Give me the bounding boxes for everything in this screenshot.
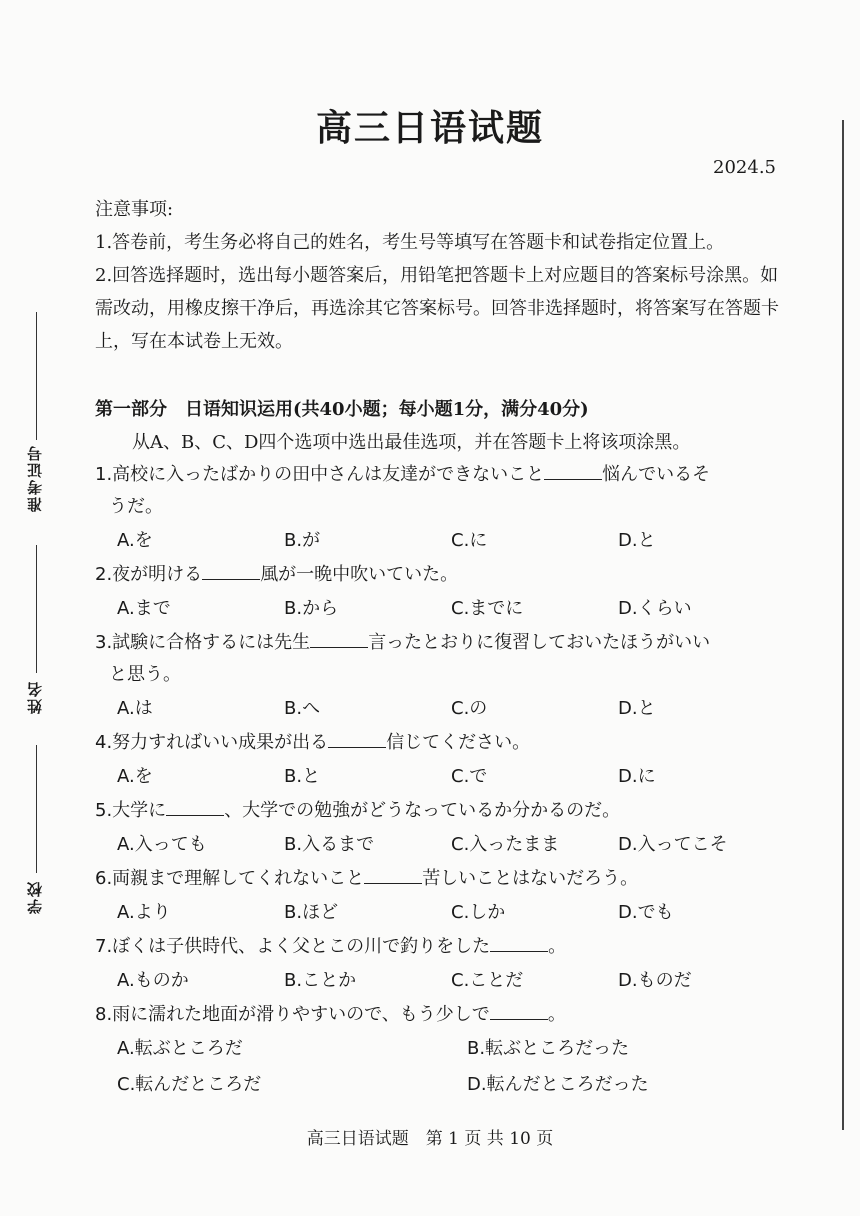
notice-block: [95, 193, 785, 358]
options-row: [95, 759, 785, 795]
option-a: A.転ぶところだ: [117, 1038, 243, 1059]
option-c: C.ことだ: [451, 970, 524, 991]
options-row: [95, 591, 785, 627]
options-row: [95, 827, 785, 863]
option-a: A.入っても: [117, 834, 207, 855]
name-line: [36, 545, 37, 673]
school-line: [36, 745, 37, 873]
option-b: B.へ: [284, 698, 321, 719]
answer-blank: [490, 933, 548, 952]
school-label: 学校: [26, 880, 44, 914]
options-row: [95, 523, 785, 559]
answer-blank: [202, 561, 260, 580]
options-grid: [95, 1031, 785, 1103]
option-a: A.ものか: [117, 970, 189, 991]
option-d: D.でも: [618, 902, 674, 923]
question-item: [95, 795, 785, 863]
options-row: [95, 895, 785, 931]
name-label: 姓名: [26, 680, 44, 714]
answer-blank: [364, 865, 422, 884]
option-b: B.ことか: [284, 970, 357, 991]
exam-no-label: 准考证号: [26, 444, 44, 512]
option-d: D.と: [618, 530, 656, 551]
question-stem: 6.両親まで理解してくれないこと 苦しいことはないだろう。: [95, 863, 785, 895]
question-item: [95, 627, 785, 727]
option-b: B.入るまで: [284, 834, 375, 855]
answer-blank: [328, 729, 386, 748]
option-c: C.入ったまま: [451, 834, 560, 855]
option-a: A.は: [117, 698, 153, 719]
question-stem: 7.ぼくは子供時代、よく父とこの川で釣りをした 。: [95, 931, 785, 963]
exam-no-line: [36, 312, 37, 440]
question-item: [95, 727, 785, 795]
page-edge-rule: [842, 120, 844, 1130]
answer-blank: [544, 461, 602, 480]
option-d: D.に: [618, 766, 656, 787]
option-a: A.を: [117, 530, 153, 551]
option-a: A.まで: [117, 598, 171, 619]
option-b: B.から: [284, 598, 339, 619]
option-b: B.が: [284, 530, 321, 551]
option-b: B.ほど: [284, 902, 339, 923]
option-b: B.と: [284, 766, 321, 787]
answer-blank: [166, 797, 224, 816]
notice-item: 2.回答选择题时，选出每小题答案后，用铅笔把答题卡上对应题目的答案标号涂黑。如需改动，用橡皮擦干净后，再选涂其它答案标号。回答非选择题时，将答案写在答题卡上，写在本试卷上无效。: [95, 265, 779, 352]
section-instruction: 从A、B、C、D四个选项中选出最佳选项，并在答题卡上将该项涂黑。: [132, 432, 691, 453]
exam-date: 2024.5: [713, 157, 776, 178]
question-stem: 5.大学に 、大学での勉強がどうなっているか分かるのだ。: [95, 795, 785, 827]
question-item: [95, 459, 785, 559]
page-footer: 高三日语试题 第 1 页 共 10 页: [306, 1129, 554, 1149]
section-heading: 第一部分 日语知识运用(共40小题；每小题1分，满分40分): [95, 399, 589, 420]
option-c: C.で: [451, 766, 488, 787]
option-c: C.転んだところだ: [117, 1074, 262, 1095]
question-stem: 8.雨に濡れた地面が滑りやすいので、もう少しで 。: [95, 999, 785, 1031]
question-stem: 4.努力すればいい成果が出る 信じてください。: [95, 727, 785, 759]
options-row: [95, 963, 785, 999]
exam-title: 高三日语试题: [315, 107, 544, 149]
options-row: [95, 691, 785, 727]
question-item: [95, 559, 785, 627]
option-a: A.を: [117, 766, 153, 787]
question-list: [95, 459, 785, 1103]
question-item: [95, 863, 785, 931]
question-item: [95, 999, 785, 1103]
option-d: D.転んだところだった: [467, 1074, 649, 1095]
question-item: [95, 931, 785, 999]
notice-heading: 注意事项:: [95, 199, 174, 220]
option-c: C.に: [451, 530, 488, 551]
answer-blank: [490, 1001, 548, 1020]
option-c: C.までに: [451, 598, 524, 619]
option-d: D.くらい: [618, 598, 692, 619]
option-d: D.と: [618, 698, 656, 719]
option-d: D.入ってこそ: [618, 834, 728, 855]
question-stem: 3.試験に合格するには先生 言ったとおりに復習しておいたほうがいい と思う。: [95, 627, 785, 691]
question-stem: 2.夜が明ける 風が一晩中吹いていた。: [95, 559, 785, 591]
option-c: C.しか: [451, 902, 506, 923]
option-c: C.の: [451, 698, 488, 719]
option-d: D.ものだ: [618, 970, 692, 991]
question-stem: 1.高校に入ったばかりの田中さんは友達ができないこと 悩んでいるそ うだ。: [95, 459, 785, 523]
option-b: B.転ぶところだった: [467, 1038, 630, 1059]
answer-blank: [310, 629, 368, 648]
notice-item: 1.答卷前，考生务必将自己的姓名，考生号等填写在答题卡和试卷指定位置上。: [95, 232, 725, 253]
option-a: A.より: [117, 902, 171, 923]
